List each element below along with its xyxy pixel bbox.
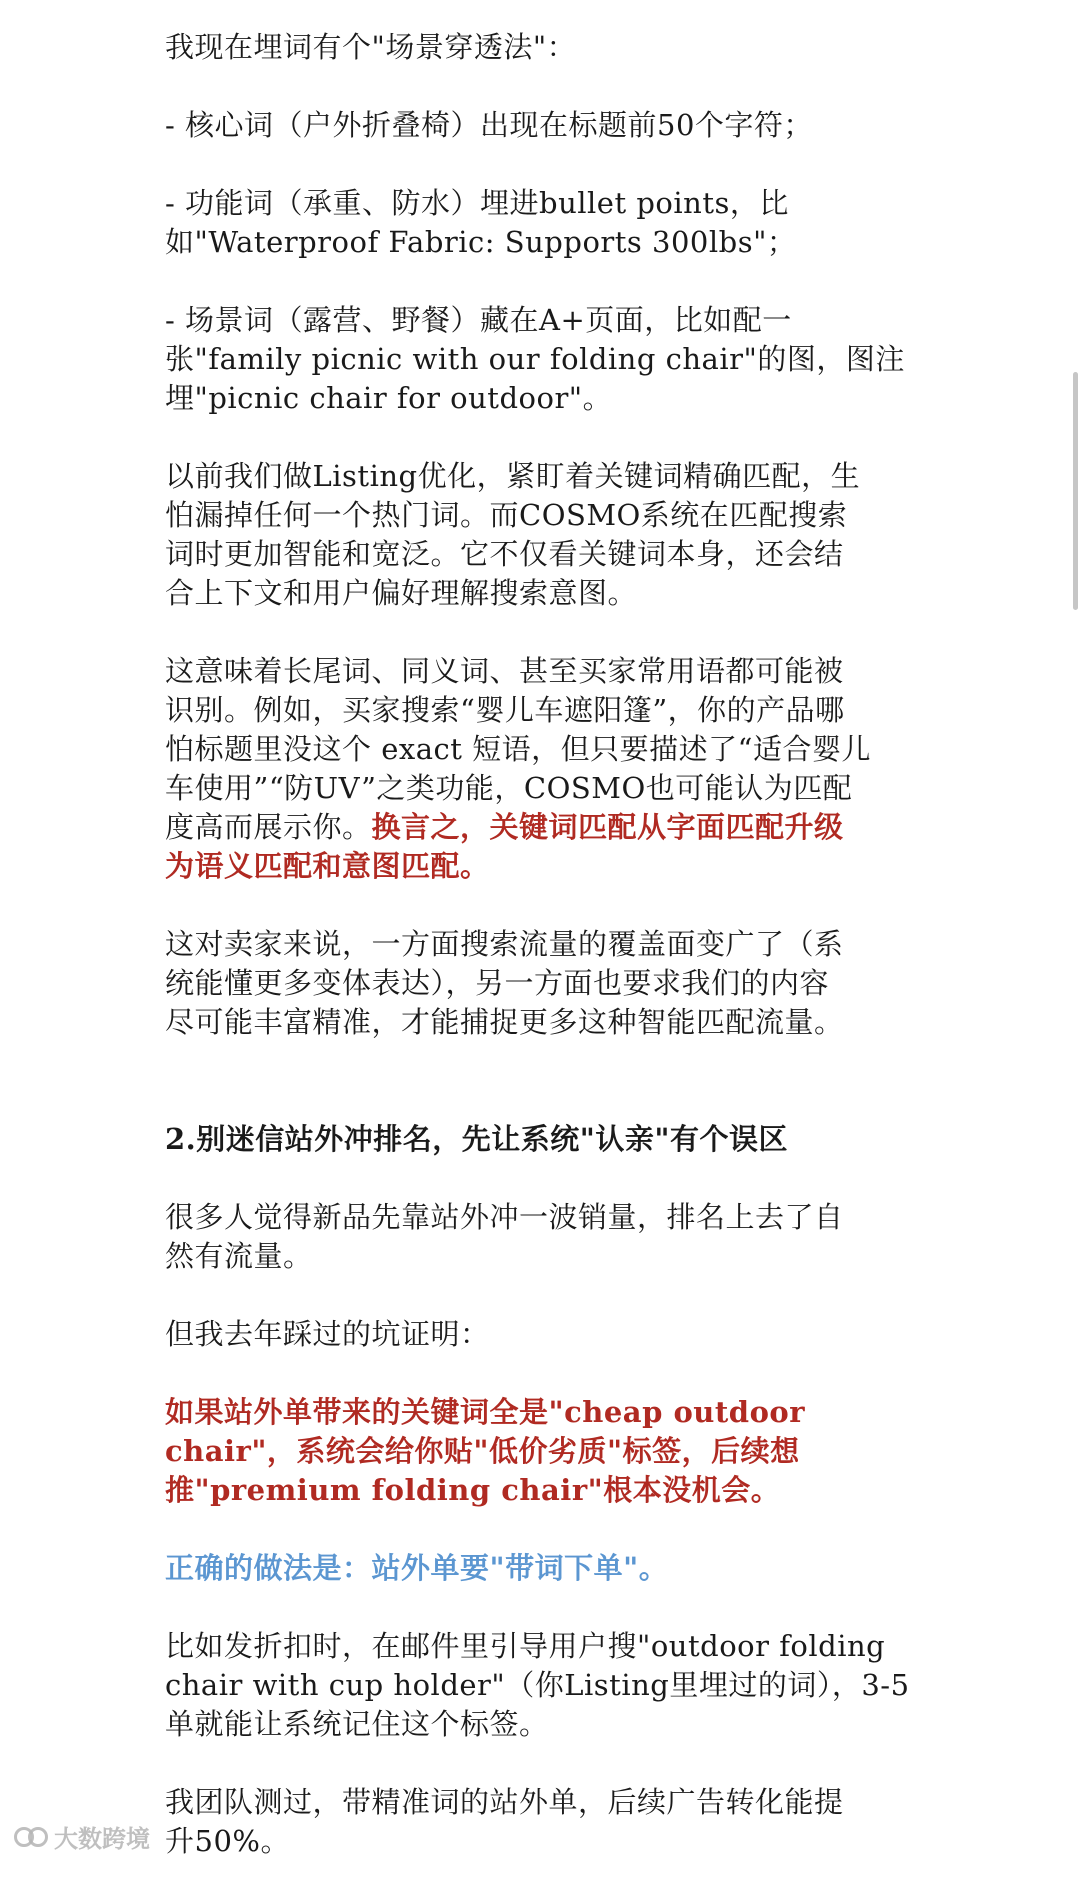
- text-line: 以前我们做Listing优化，紧盯着关键词精确匹配，生: [165, 459, 861, 493]
- text-line: chair with cup holder"（你Listing里埋过的词），3-5: [165, 1668, 910, 1702]
- paragraph-scene-method: [165, 28, 945, 67]
- text-line: 合上下文和用户偏好理解搜索意图。: [165, 576, 638, 610]
- paragraph-scene-keyword: [165, 301, 945, 418]
- text-line: 统能懂更多变体表达），另一方面也要求我们的内容: [165, 966, 830, 1000]
- paragraph-misconception: [165, 1198, 945, 1276]
- paragraph-seller-impact: [165, 925, 945, 1042]
- text-line: 单就能让系统记住这个标签。: [165, 1707, 549, 1741]
- text-line: 如"Waterproof Fabric: Supports 300lbs"；: [165, 225, 797, 259]
- text-line-mixed: [165, 808, 945, 847]
- paragraph-cosmo-intro: [165, 457, 945, 613]
- text-line: 推"premium folding chair"根本没机会。: [165, 1473, 781, 1507]
- text-line: 我现在埋词有个"场景穿透法"：: [165, 30, 577, 64]
- text-line: 怕漏掉任何一个热门词。而COSMO系统在匹配搜索: [165, 498, 848, 532]
- text-line: 升50%。: [165, 1824, 290, 1858]
- text-line: 张"family picnic with our folding chair"的图，图注: [165, 342, 905, 376]
- paragraph-result: [165, 1783, 945, 1861]
- text-line: 车使用”“防UV”之类功能，COSMO也可能认为匹配: [165, 771, 853, 805]
- text-line: - 功能词（承重、防水）埋进bullet points，比: [165, 186, 789, 220]
- paragraph-example: [165, 1627, 945, 1744]
- red-emphasis-line: 为语义匹配和意图匹配。: [165, 849, 490, 883]
- paragraph-function-keyword: [165, 184, 945, 262]
- text-line: 这意味着长尾词、同义词、甚至买家常用语都可能被: [165, 654, 844, 688]
- watermark-text: 大数跨境: [54, 1825, 150, 1853]
- text-line: 尽可能丰富精准，才能捕捉更多这种智能匹配流量。: [165, 1005, 844, 1039]
- section-heading: 2.别迷信站外冲排名，先让系统"认亲"有个误区: [165, 1122, 788, 1156]
- paragraph-blue-tip: [165, 1549, 945, 1588]
- paragraph-core-keyword: [165, 106, 945, 145]
- watermark: [14, 1819, 150, 1854]
- vertical-scrollbar[interactable]: [1073, 372, 1078, 610]
- text-line: - 场景词（露营、野餐）藏在A+页面，比如配一: [165, 303, 792, 337]
- paragraph-red-warning: [165, 1393, 945, 1510]
- text-line: 如果站外单带来的关键词全是"cheap outdoor: [165, 1395, 806, 1429]
- text-line: 埋"picnic chair for outdoor"。: [165, 381, 613, 415]
- plain-text: 度高而展示你。: [165, 810, 372, 844]
- text-line: 我团队测过，带精准词的站外单，后续广告转化能提: [165, 1785, 844, 1819]
- text-line: 怕标题里没这个 exact 短语，但只要描述了“适合婴儿: [165, 732, 871, 766]
- text-line: 词时更加智能和宽泛。它不仅看关键词本身，还会结: [165, 537, 844, 571]
- article-body: [165, 28, 945, 1900]
- red-emphasis: 换言之，关键词匹配从字面匹配升级: [371, 810, 844, 844]
- text-line: 比如发折扣时，在邮件里引导用户搜"outdoor folding: [165, 1629, 886, 1663]
- paragraph-long-tail: [165, 652, 945, 886]
- text-line: 这对卖家来说，一方面搜索流量的覆盖面变广了（系: [165, 927, 844, 961]
- text-line: 然有流量。: [165, 1239, 313, 1273]
- text-line: 识别。例如，买家搜索“婴儿车遮阳篷”，你的产品哪: [165, 693, 845, 727]
- paragraph-lesson: [165, 1315, 945, 1354]
- text-line: 但我去年踩过的坑证明：: [165, 1317, 490, 1351]
- text-line: 正确的做法是：站外单要"带词下单"。: [165, 1551, 669, 1585]
- text-line: chair"，系统会给你贴"低价劣质"标签，后续想: [165, 1434, 800, 1468]
- text-line: - 核心词（户外折叠椅）出现在标题前50个字符；: [165, 108, 813, 142]
- text-line: 很多人觉得新品先靠站外冲一波销量，排名上去了自: [165, 1200, 844, 1234]
- watermark-logo-icon: [14, 1826, 48, 1848]
